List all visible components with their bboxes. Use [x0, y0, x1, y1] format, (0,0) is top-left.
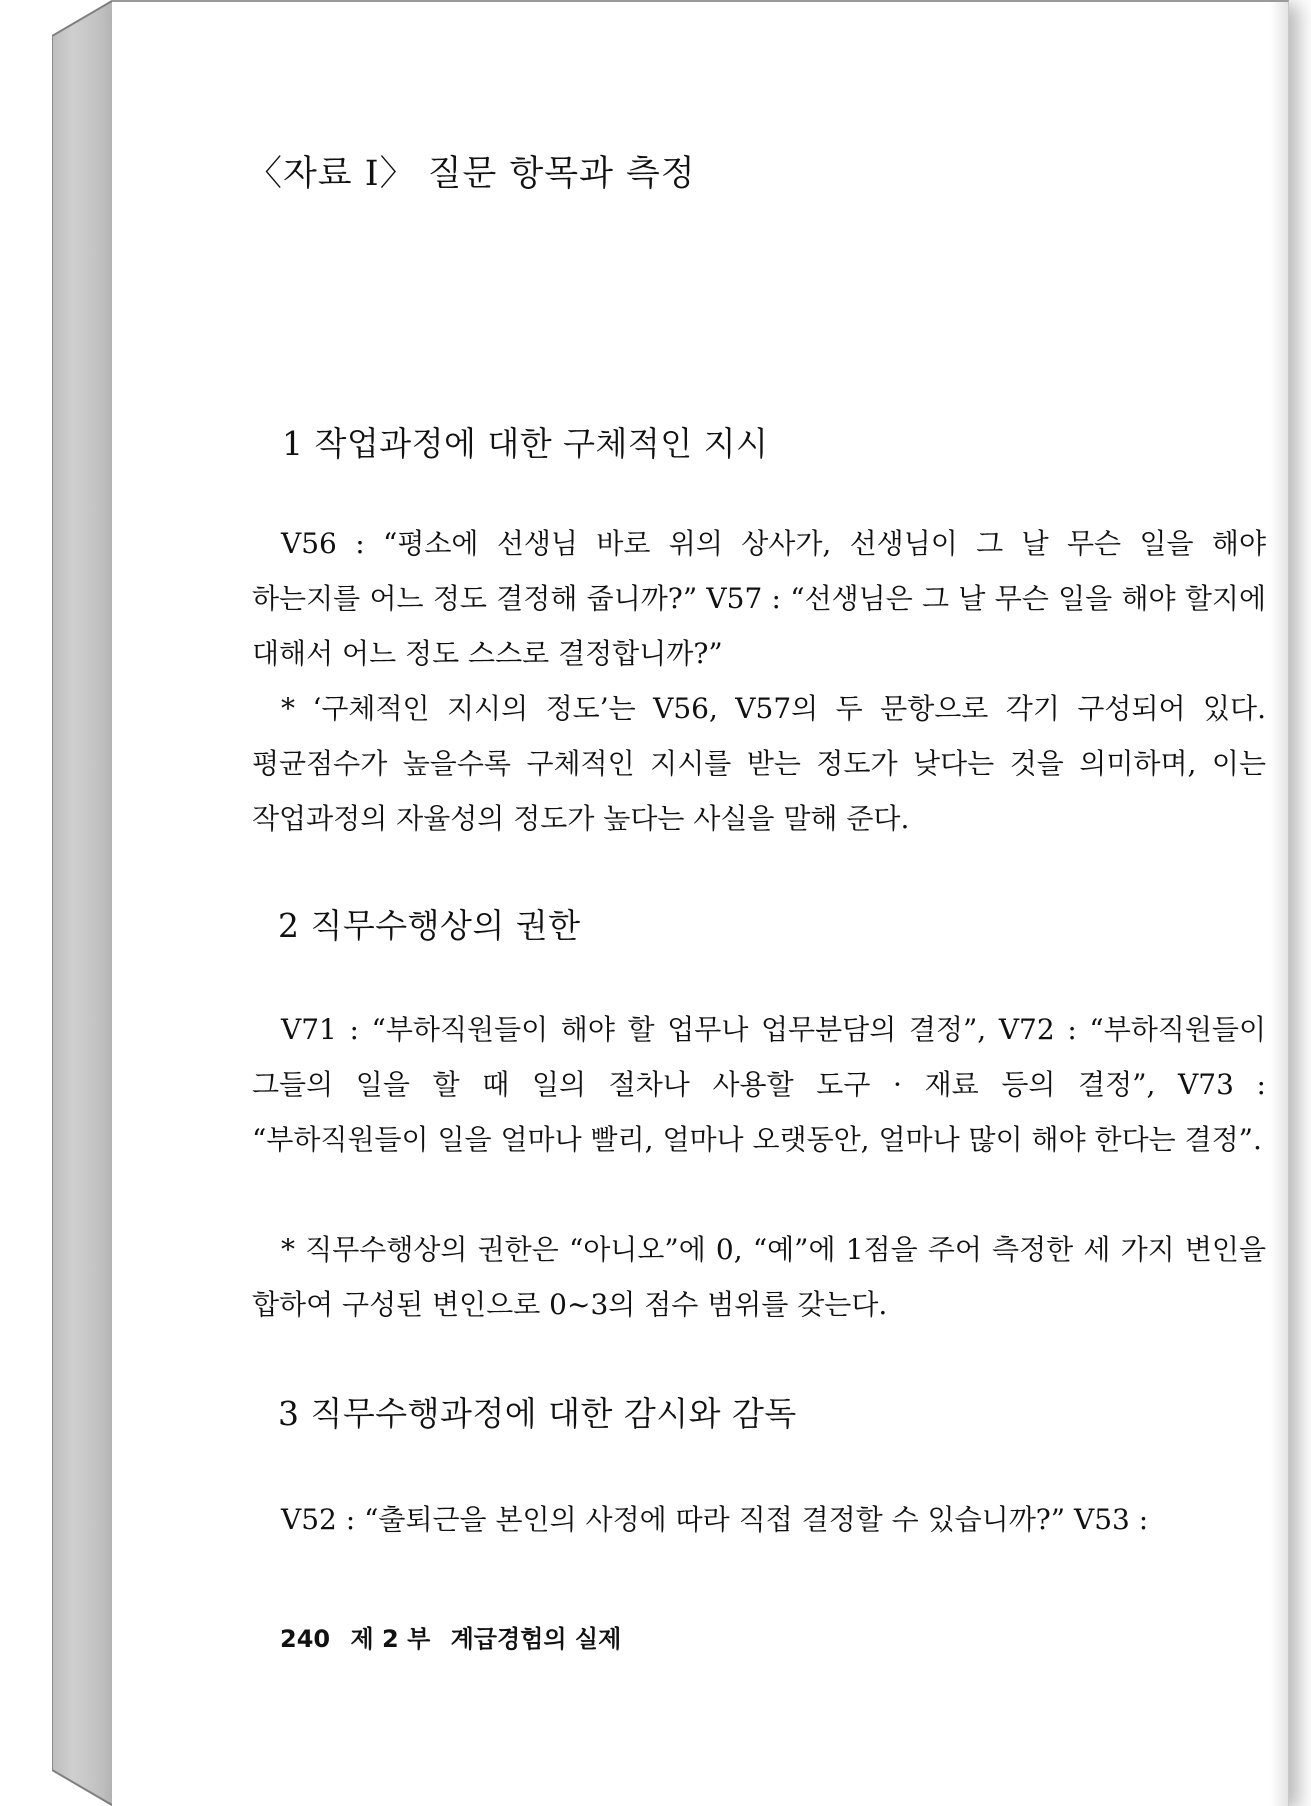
page-number: 240: [280, 1625, 331, 1653]
section-heading-3: 3 직무수행과정에 대한 감시와 감독: [278, 1394, 797, 1433]
part-label: 제 2 부: [350, 1625, 431, 1653]
section-2-paragraph: V71 : “부하직원들이 해야 할 업무나 업무분담의 결정”, V72 : “부하직원들이 그들의 일을 할 때 일의 절차나 사용할 도구 · 재료 등의 결정”, V73 : “부하직원들이 일을 얼마나 빨리, 얼마나 오랫동안, 얼마나 많이 해야 한다는 결정”.: [252, 1013, 1266, 1156]
page-edge-shade: [1270, 2, 1288, 1806]
section-heading-2: 2 직무수행상의 권한: [278, 906, 581, 945]
section-3-paragraph: V52 : “출퇴근을 본인의 사정에 따라 직접 결정할 수 있습니까?” V53 :: [281, 1503, 1149, 1536]
section-1-paragraph: V56 : “평소에 선생님 바로 위의 상사가, 선생님이 그 날 무슨 일을 해야 하는지를 어느 정도 결정해 줍니까?” V57 : “선생님은 그 날 무슨 일을 해야 할지에 대해서 어느 정도 스스로 결정합니까?”: [252, 527, 1266, 670]
page-footer: [280, 1619, 621, 1654]
part-title: 계급경험의 실제: [450, 1625, 622, 1653]
document-page: [112, 0, 1289, 1806]
section-1-note: * ‘구체적인 지시의 정도’는 V56, V57의 두 문항으로 각기 구성되어 있다. 평균점수가 높을수록 구체적인 지시를 받는 정도가 낮다는 것을 의미하며, 이는 작업과정의 자율성의 정도가 높다는 사실을 말해 준다.: [252, 692, 1266, 835]
book-spine: [52, 0, 113, 1806]
section-2-note: * 직무수행상의 권한은 “아니오”에 0, “예”에 1점을 주어 측정한 세 가지 변인을 합하여 구성된 변인으로 0~3의 점수 범위를 갖는다.: [252, 1233, 1266, 1321]
appendix-title: 〈자료 I〉 질문 항목과 측정: [247, 154, 696, 194]
section-heading-1: 1 작업과정에 대한 구체적인 지시: [282, 424, 769, 463]
